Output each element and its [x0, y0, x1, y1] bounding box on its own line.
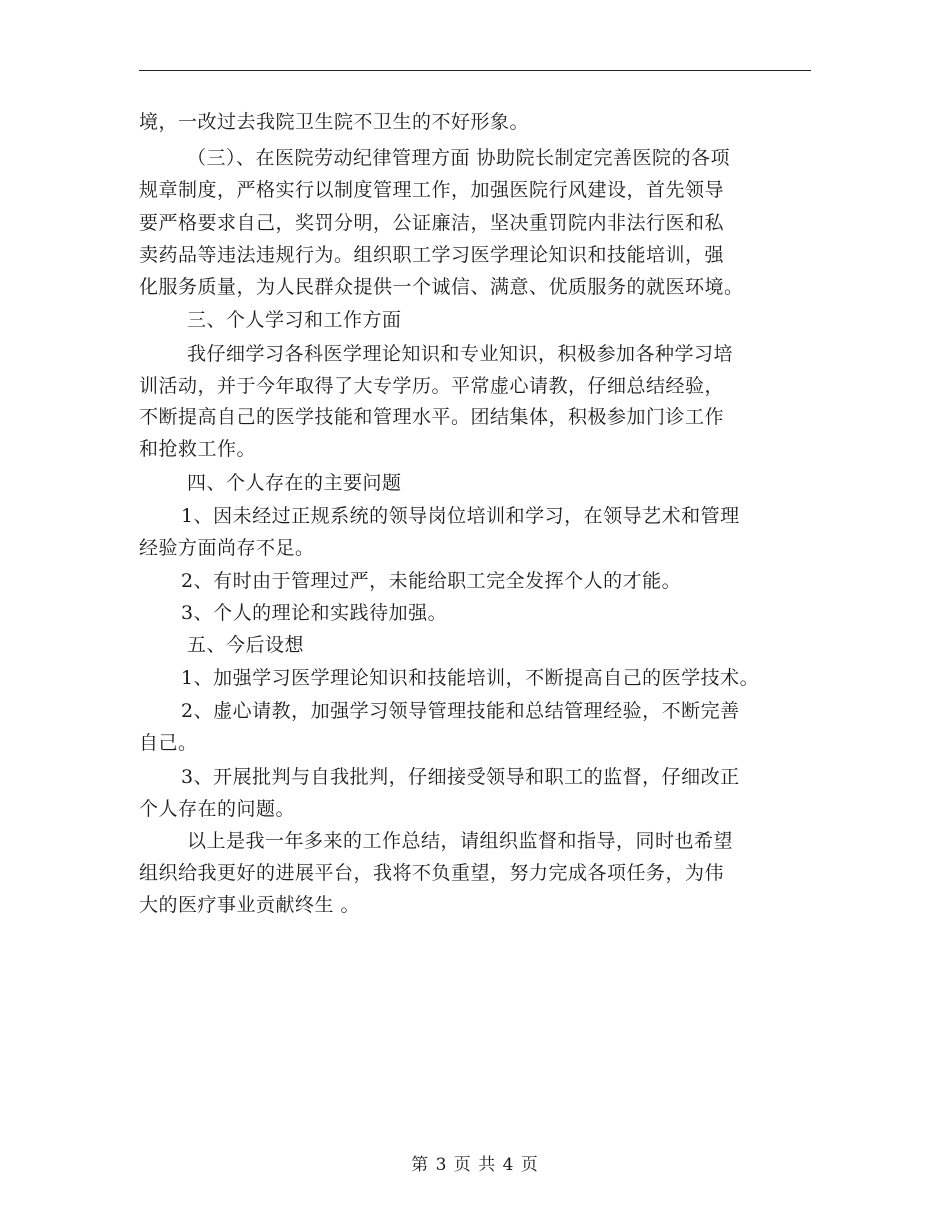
- text-line: 2、虚心请教，加强学习领导管理技能和总结管理经验，不断完善: [181, 700, 740, 722]
- text-line: 不断提高自己的医学技能和管理水平。团结集体，积极参加门诊工作: [139, 406, 725, 428]
- section-heading: 四、个人存在的主要问题: [187, 472, 402, 494]
- page-footer: 第 3 页 共 4 页: [411, 1155, 539, 1175]
- text-line: 和抢救工作。: [139, 438, 257, 460]
- text-line: 训活动，并于今年取得了大专学历。平常虚心请教，仔细总结经验，: [139, 375, 725, 397]
- section-heading: 五、今后设想: [187, 634, 305, 656]
- text-line: 要严格要求自己，奖罚分明，公证廉洁，坚决重罚院内非法行医和私: [139, 212, 725, 234]
- text-line: 组织给我更好的进展平台，我将不负重望，努力完成各项任务，为伟: [139, 862, 725, 884]
- text-line: 卖药品等违法违规行为。组织职工学习医学理论知识和技能培训，强: [139, 244, 725, 266]
- text-line: 我仔细学习各科医学理论知识和专业知识，积极参加各种学习培: [187, 343, 734, 365]
- text-line: 3、开展批判与自我批判，仔细接受领导和职工的监督，仔细改正: [181, 766, 740, 788]
- text-line: 个人存在的问题。: [139, 798, 296, 820]
- text-line: 1、加强学习医学理论知识和技能培训，不断提高自己的医学技术。: [181, 667, 760, 689]
- text-line: 化服务质量，为人民群众提供一个诚信、满意、优质服务的就医环境。: [139, 276, 744, 298]
- text-line: 2、有时由于管理过严，未能给职工完全发挥个人的才能。: [181, 570, 682, 592]
- text-line: 规章制度，严格实行以制度管理工作，加强医院行风建设，首先领导: [139, 179, 725, 201]
- text-line: 经验方面尚存不足。: [139, 537, 315, 559]
- text-line: 1、因未经过正规系统的领导岗位培训和学习，在领导艺术和管理: [181, 505, 740, 527]
- text-line: 以上是我一年多来的工作总结，请组织监督和指导，同时也希望: [187, 830, 734, 852]
- text-line: 大的医疗事业贡献终生 。: [139, 894, 361, 916]
- text-line: （三）、在医院劳动纪律管理方面 协助院长制定完善医院的各项: [187, 147, 731, 169]
- text-line: 3、个人的理论和实践待加强。: [181, 602, 448, 624]
- text-line: 境，一改过去我院卫生院不卫生的不好形象。: [139, 111, 530, 133]
- text-line: 自己。: [139, 732, 198, 754]
- section-heading: 三、个人学习和工作方面: [187, 309, 402, 331]
